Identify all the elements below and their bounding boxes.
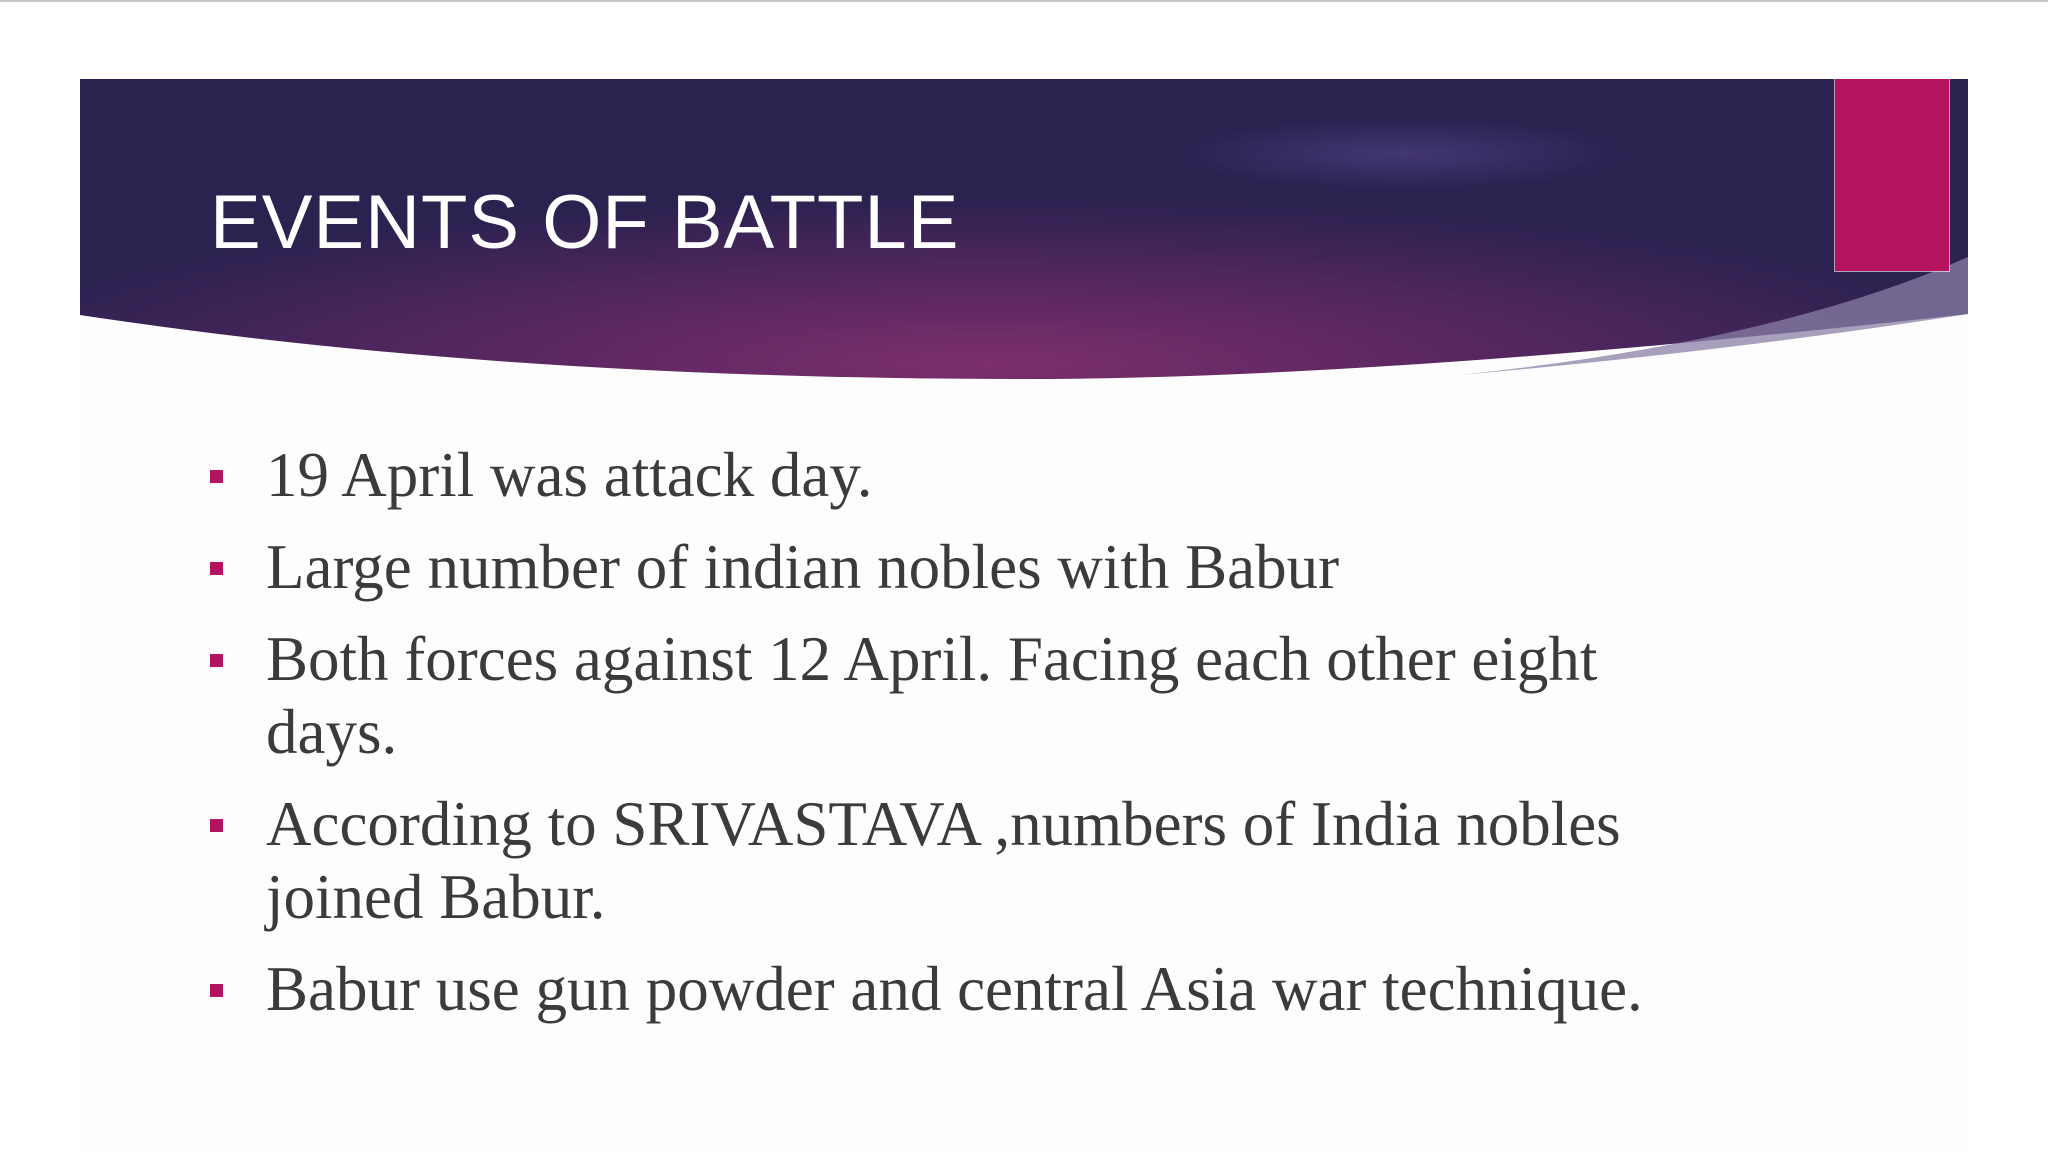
square-bullet-icon [210,819,223,832]
bullet-item [206,439,1666,512]
slide-title: EVENTS OF BATTLE [210,180,960,265]
bullet-item [206,953,1666,1026]
square-bullet-icon [210,984,223,997]
square-bullet-icon [210,470,223,483]
slide [80,79,1968,1152]
bullet-item [206,531,1666,604]
accent-tab [1835,79,1949,271]
window-top-border [0,0,2048,2]
square-bullet-icon [210,562,223,575]
bullet-item [206,788,1666,934]
bullet-list [206,439,1666,1045]
bullet-text: Both forces against 12 April. Facing each other eight days. [266,624,1598,767]
bullet-text: According to SRIVASTAVA ,numbers of India nobles joined Babur. [266,789,1621,932]
bullet-text: 19 April was attack day. [266,440,873,510]
bullet-text: Babur use gun powder and central Asia war technique. [266,954,1643,1024]
square-bullet-icon [210,654,223,667]
bullet-text: Large number of indian nobles with Babur [266,532,1340,602]
bullet-item [206,623,1666,769]
